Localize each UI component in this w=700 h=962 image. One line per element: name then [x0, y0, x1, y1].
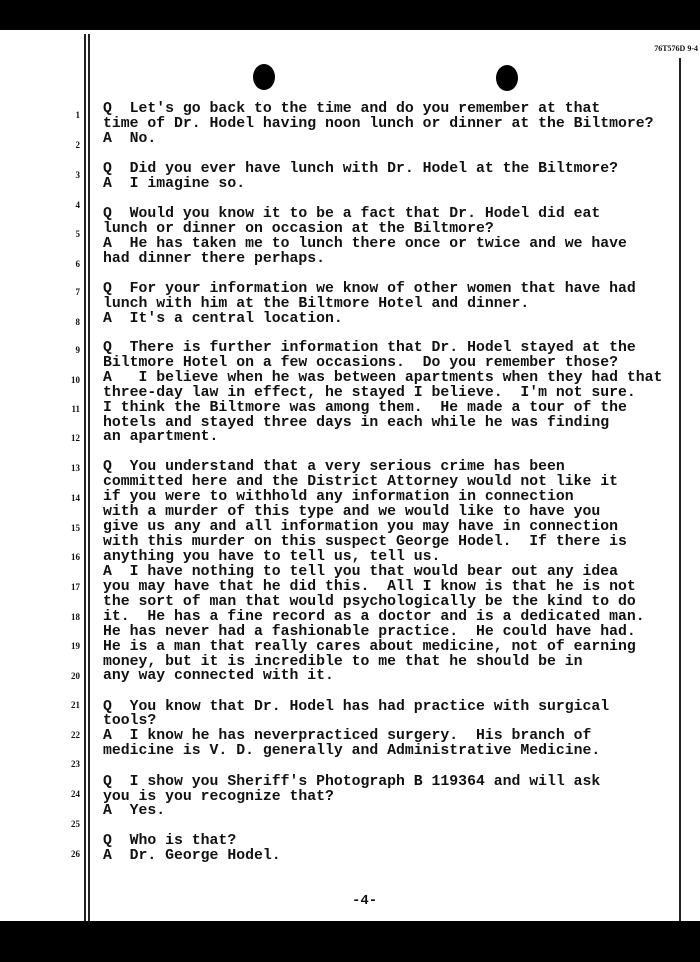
transcript-line: He has never had a fashionable practice. He could have had. [103, 624, 636, 640]
transcript-line: hotels and stayed three days in each while he was finding [103, 415, 610, 431]
transcript-line: an apartment. [103, 429, 219, 445]
line-number: 18 [71, 612, 80, 622]
page-number: -4- [352, 893, 378, 909]
line-number: 6 [75, 259, 80, 269]
transcript-line: Biltmore Hotel on a few occasions. Do you remember those? [103, 355, 619, 371]
line-number: 19 [71, 641, 80, 651]
transcript-line: He is a man that really cares about medicine, not of earning [103, 639, 636, 655]
transcript-line: A Yes. [103, 803, 166, 819]
transcript-line: Q Let's go back to the time and do you remember at that [103, 101, 601, 117]
transcript-line: A I know he has neverpracticed surgery. His branch of [103, 728, 592, 744]
line-number: 7 [75, 287, 80, 297]
transcript-line: Q You understand that a very serious crime has been [103, 459, 565, 475]
line-number: 15 [71, 523, 80, 533]
transcript-line: had dinner there perhaps. [103, 251, 325, 267]
line-number: 25 [71, 819, 80, 829]
transcript-line: A I imagine so. [103, 176, 246, 192]
line-number: 4 [75, 200, 80, 210]
transcript-line: I think the Biltmore was among them. He made a tour of the [103, 400, 627, 416]
transcript-line: with this murder on this suspect George Hodel. If there is [103, 534, 627, 550]
transcript-line: if you were to withhold any information in connection [103, 489, 574, 505]
transcript-line: three-day law in effect, he stayed I believe. I'm not sure. [103, 385, 636, 401]
transcript-line: Q Would you know it to be a fact that Dr. Hodel did eat [103, 206, 601, 222]
transcript-line: Q For your information we know of other women that have had [103, 281, 636, 297]
line-number: 1 [75, 110, 80, 120]
line-number: 24 [71, 789, 80, 799]
transcript-line: A He has taken me to lunch there once or twice and we have [103, 236, 627, 252]
transcript-line: Q Who is that? [103, 833, 237, 849]
line-number: 8 [75, 317, 80, 327]
transcript-line: A I believe when he was between apartments when they had that [103, 370, 663, 386]
line-number: 13 [71, 463, 80, 473]
transcript-line: Q Did you ever have lunch with Dr. Hodel at the Biltmore? [103, 161, 619, 177]
line-number: 5 [75, 229, 80, 239]
line-number: 11 [71, 404, 80, 414]
punch-hole-right [496, 65, 518, 91]
transcript-line: with a murder of this type and we would like to have you [103, 504, 601, 520]
transcript-line: A Dr. George Hodel. [103, 848, 281, 864]
transcript-line: lunch with him at the Biltmore Hotel and dinner. [103, 296, 530, 312]
transcript-line: time of Dr. Hodel having noon lunch or dinner at the Biltmore? [103, 116, 654, 132]
scan-border-bottom [0, 921, 700, 962]
transcript-line: it. He has a fine record as a doctor and is a dedicated man. [103, 609, 645, 625]
scan-border-top [0, 0, 700, 30]
transcript-line: Q You know that Dr. Hodel has had practice with surgical [103, 699, 610, 715]
line-number: 14 [71, 493, 80, 503]
transcript-line: anything you have to tell us, tell us. [103, 549, 441, 565]
transcript-line: Q There is further information that Dr. Hodel stayed at the [103, 340, 636, 356]
line-number: 12 [71, 433, 80, 443]
transcript-line: you is you recognize that? [103, 789, 334, 805]
punch-hole-left [253, 64, 275, 90]
margin-rule-right [679, 58, 681, 921]
line-number: 3 [75, 170, 80, 180]
transcript-line: tools? [103, 713, 157, 729]
transcript-line: any way connected with it. [103, 668, 334, 684]
line-number: 23 [71, 759, 80, 769]
line-number: 26 [71, 849, 80, 859]
transcript-line: committed here and the District Attorney would not like it [103, 474, 619, 490]
margin-rule-left-inner [88, 34, 90, 921]
transcript-line: money, but it is incredible to me that he should be in [103, 654, 583, 670]
transcript-line: you may have that he did this. All I know is that he is not [103, 579, 636, 595]
margin-rule-left-outer [84, 34, 86, 921]
transcript-line: give us any and all information you may have in connection [103, 519, 619, 535]
line-number: 16 [71, 552, 80, 562]
transcript-line: A No. [103, 131, 157, 147]
transcript-line: the sort of man that would psychologically be the kind to do [103, 594, 636, 610]
document-code: 76T576D 9-4 [654, 44, 698, 53]
transcript-line: Q I show you Sheriff's Photograph B 119364 and will ask [103, 774, 601, 790]
line-number: 9 [75, 345, 80, 355]
line-number: 22 [71, 730, 80, 740]
transcript-line: A I have nothing to tell you that would bear out any idea [103, 564, 619, 580]
transcript-line: lunch or dinner on occasion at the Biltmore? [103, 221, 494, 237]
line-number: 21 [71, 700, 80, 710]
line-number: 2 [75, 140, 80, 150]
line-number: 17 [71, 582, 80, 592]
line-number: 10 [71, 375, 80, 385]
line-number: 20 [71, 671, 80, 681]
transcript-line: medicine is V. D. generally and Administrative Medicine. [103, 743, 601, 759]
transcript-line: A It's a central location. [103, 311, 343, 327]
